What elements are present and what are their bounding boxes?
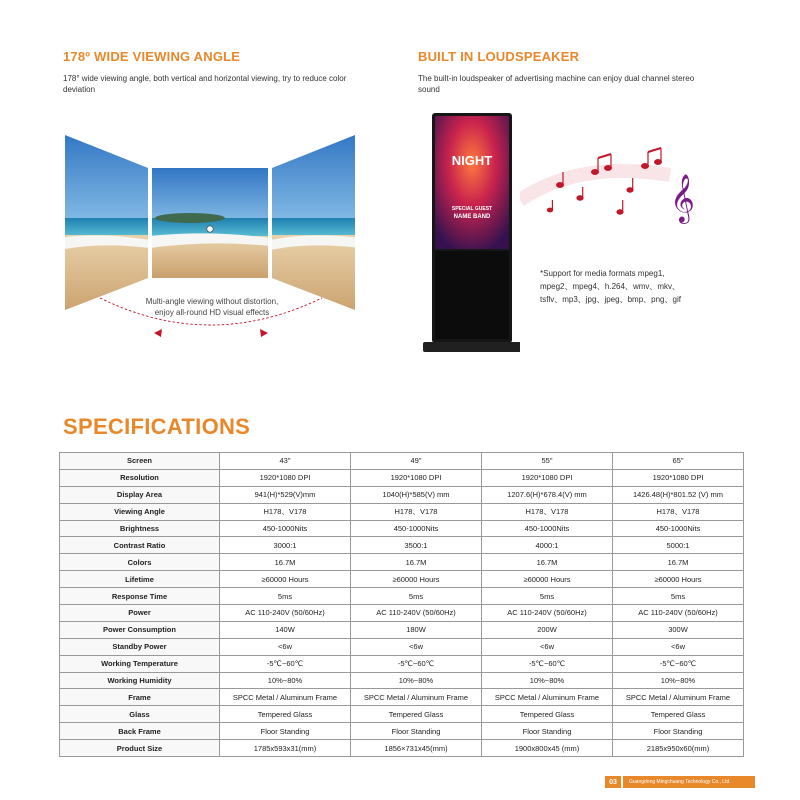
table-row [60, 689, 744, 706]
table-row [60, 453, 744, 470]
spec-label: Frame [60, 689, 220, 706]
spec-value: 16.7M [220, 554, 351, 571]
viewing-angle-title: 178º WIDE VIEWING ANGLE [63, 49, 241, 64]
table-row [60, 723, 744, 740]
table-row [60, 486, 744, 503]
spec-value: 1920*1080 DPI [351, 469, 482, 486]
spec-value: -5℃~60℃ [351, 655, 482, 672]
specifications-table-body [60, 453, 744, 757]
table-row [60, 621, 744, 638]
table-row [60, 588, 744, 605]
spec-label: Contrast Ratio [60, 537, 220, 554]
spec-value: 2185x950x60(mm) [613, 740, 744, 757]
spec-value: Floor Standing [613, 723, 744, 740]
music-note-icon [547, 200, 552, 212]
spec-value: 450-1000Nits [482, 520, 613, 537]
table-row [60, 655, 744, 672]
spec-value: 65" [613, 453, 744, 470]
spec-label: Colors [60, 554, 220, 571]
spec-label: Response Time [60, 588, 220, 605]
spec-value: 450-1000Nits [220, 520, 351, 537]
spec-value: AC 110-240V (50/60Hz) [613, 605, 744, 622]
table-row [60, 520, 744, 537]
spec-label: Working Temperature [60, 655, 220, 672]
spec-value: 1207.6(H)*678.4(V) mm [482, 486, 613, 503]
spec-value: ≥60000 Hours [613, 571, 744, 588]
spec-value: 1920*1080 DPI [482, 469, 613, 486]
spec-value: 5ms [351, 588, 482, 605]
viewing-angle-caption: Multi-angle viewing without distortion, enjoy all-round HD visual effects [145, 297, 279, 317]
spec-value: 1426.48(H)*801.52 (V) mm [613, 486, 744, 503]
spec-value: Tempered Glass [351, 706, 482, 723]
spec-value: H178、V178 [351, 503, 482, 520]
music-note-icon [577, 187, 583, 200]
arrow-left-icon [154, 329, 162, 337]
spec-value: ≥60000 Hours [220, 571, 351, 588]
spec-value: 16.7M [482, 554, 613, 571]
spec-value: AC 110-240V (50/60Hz) [351, 605, 482, 622]
spec-value: 1785x593x31(mm) [220, 740, 351, 757]
table-row [60, 537, 744, 554]
spec-value: 1920*1080 DPI [220, 469, 351, 486]
kiosk-display-image [420, 110, 520, 355]
spec-value: SPCC Metal / Aluminum Frame [351, 689, 482, 706]
spec-label: Display Area [60, 486, 220, 503]
spec-label: Resolution [60, 469, 220, 486]
spec-label: Working Humidity [60, 672, 220, 689]
table-row [60, 571, 744, 588]
spec-value: 10%~80% [482, 672, 613, 689]
spec-value: Tempered Glass [482, 706, 613, 723]
spec-value: 10%~80% [613, 672, 744, 689]
eye-dot-icon [207, 226, 213, 232]
arrow-right-icon [260, 329, 268, 337]
media-formats-note: *Support for media formats mpeg1, mpeg2、mpeg4、h.264、wmv、mkv、 tsflv、mp3、jpg、jpeg、bmp、png、gif [540, 269, 681, 304]
spec-value: -5℃~60℃ [613, 655, 744, 672]
spec-label: Product Size [60, 740, 220, 757]
spec-label: Back Frame [60, 723, 220, 740]
panel-middle [150, 166, 270, 281]
company-name: Guangdong Mingchuang Technology Co., Ltd. [623, 776, 755, 788]
spec-value: Floor Standing [482, 723, 613, 740]
spec-value: <6w [220, 638, 351, 655]
spec-label: Glass [60, 706, 220, 723]
spec-value: 450-1000Nits [351, 520, 482, 537]
spec-value: Tempered Glass [220, 706, 351, 723]
music-note-icon [617, 200, 623, 214]
footer [605, 776, 755, 788]
table-row [60, 503, 744, 520]
table-row [60, 605, 744, 622]
spec-label: Power [60, 605, 220, 622]
poster-night-text: NIGHT [451, 153, 493, 168]
spec-value: -5℃~60℃ [220, 655, 351, 672]
table-row [60, 740, 744, 757]
spec-value: H178、V178 [482, 503, 613, 520]
poster-band-text: NAME BAND [453, 214, 491, 220]
spec-label: Power Consumption [60, 621, 220, 638]
table-row [60, 706, 744, 723]
viewing-angle-description: 178° wide viewing angle, both vertical and horizontal viewing, try to reduce color deviation [63, 74, 347, 94]
spec-label: Standby Power [60, 638, 220, 655]
spec-value: SPCC Metal / Aluminum Frame [482, 689, 613, 706]
specifications-table [59, 452, 744, 757]
spec-value: 1900x800x45 (mm) [482, 740, 613, 757]
spec-value: 4000:1 [482, 537, 613, 554]
spec-label: Viewing Angle [60, 503, 220, 520]
table-row [60, 554, 744, 571]
spec-value: 49" [351, 453, 482, 470]
spec-value: 200W [482, 621, 613, 638]
spec-value: 450-1000Nits [613, 520, 744, 537]
table-row [60, 672, 744, 689]
spec-value: H178、V178 [613, 503, 744, 520]
panel-left [60, 130, 150, 320]
page-number: 03 [605, 776, 621, 788]
spec-value: 5ms [220, 588, 351, 605]
poster-guest-text: SPECIAL GUEST [451, 206, 493, 212]
spec-value: 10%~80% [220, 672, 351, 689]
spec-label: Lifetime [60, 571, 220, 588]
spec-value: 300W [613, 621, 744, 638]
loudspeaker-description: The built-in loudspeaker of advertising machine can enjoy dual channel stereo sound [418, 74, 695, 94]
spec-label: Brightness [60, 520, 220, 537]
spec-label: Screen [60, 453, 220, 470]
spec-value: 180W [351, 621, 482, 638]
loudspeaker-title: BUILT IN LOUDSPEAKER [418, 49, 580, 64]
music-notes-decoration [520, 140, 700, 240]
spec-value: 1856×731x45(mm) [351, 740, 482, 757]
spec-value: 1920*1080 DPI [613, 469, 744, 486]
spec-value: -5℃~60℃ [482, 655, 613, 672]
spec-value: 16.7M [351, 554, 482, 571]
table-row [60, 469, 744, 486]
spec-value: <6w [482, 638, 613, 655]
spec-value: 55" [482, 453, 613, 470]
music-note-icon [642, 148, 662, 168]
specifications-title: SPECIFICATIONS [63, 414, 251, 439]
spec-value: AC 110-240V (50/60Hz) [482, 605, 613, 622]
spec-value: 10%~80% [351, 672, 482, 689]
spec-value: SPCC Metal / Aluminum Frame [220, 689, 351, 706]
spec-value: 5ms [613, 588, 744, 605]
spec-value: ≥60000 Hours [482, 571, 613, 588]
spec-value: Tempered Glass [613, 706, 744, 723]
panel-right [270, 130, 360, 320]
spec-value: SPCC Metal / Aluminum Frame [613, 689, 744, 706]
spec-value: Floor Standing [220, 723, 351, 740]
spec-value: 3500:1 [351, 537, 482, 554]
spec-value: 3000:1 [220, 537, 351, 554]
spec-value: Floor Standing [351, 723, 482, 740]
spec-value: H178、V178 [220, 503, 351, 520]
spec-value: 1040(H)*585(V) mm [351, 486, 482, 503]
spec-value: 140W [220, 621, 351, 638]
spec-value: AC 110-240V (50/60Hz) [220, 605, 351, 622]
spec-value: 5ms [482, 588, 613, 605]
treble-clef-icon: 𝄞 [670, 173, 695, 222]
music-note-icon [627, 178, 633, 192]
spec-value: <6w [351, 638, 482, 655]
spec-value: <6w [613, 638, 744, 655]
table-row [60, 638, 744, 655]
spec-value: 941(H)*529(V)mm [220, 486, 351, 503]
spec-value: 5000:1 [613, 537, 744, 554]
spec-value: 43" [220, 453, 351, 470]
spec-value: ≥60000 Hours [351, 571, 482, 588]
spec-value: 16.7M [613, 554, 744, 571]
